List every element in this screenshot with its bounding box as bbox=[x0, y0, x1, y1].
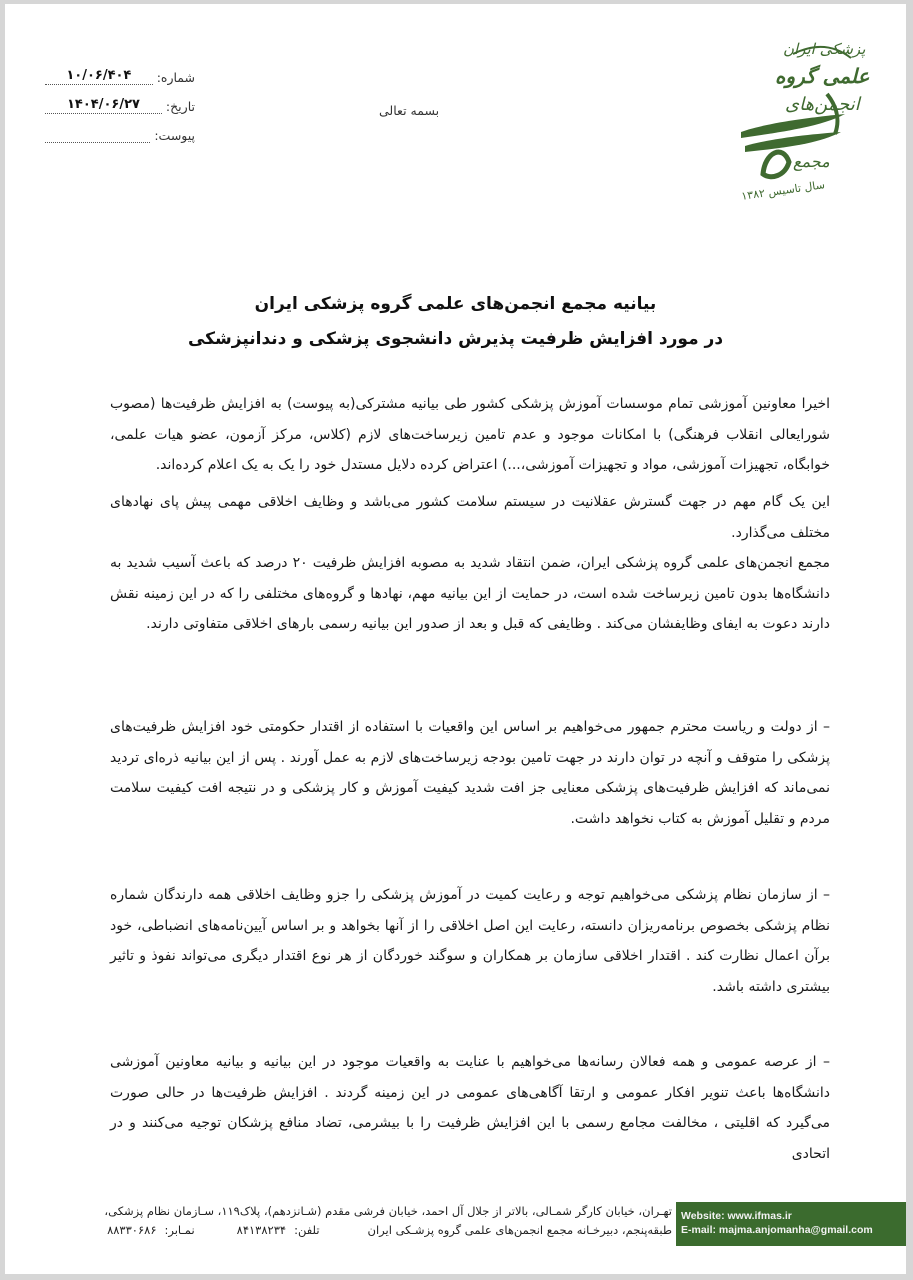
date-row bbox=[45, 85, 195, 114]
footer-address bbox=[60, 1202, 672, 1240]
document-subtitle: در مورد افزایش ظرفیت پذیرش دانشجوی پزشکی و دندانپزشکی bbox=[187, 329, 724, 349]
letter-meta bbox=[45, 56, 195, 143]
logo-calligraphy-icon bbox=[723, 34, 873, 204]
paragraph-2: این یک گام مهم در جهت گسترش عقلانیت در سیستم سلامت کشور می‌باشد و وظایف اخلاقی مهمی پیش پای نهادهای مختلف می‌گذارد. bbox=[110, 494, 830, 541]
website-link[interactable]: Website: www.ifmas.ir bbox=[681, 1210, 792, 1222]
attachment-row bbox=[45, 114, 195, 143]
paragraph-government: – از دولت و ریاست محترم جمهور می‌خواهیم بر اساس این واقعیات با استفاده از اقتدار حکومتی خود افزایش ظرفیت‌های پزشکی را متوقف و آنچه در توان دارند در جهت تامین بودجه زیرساخت‌های لازم به عمل آورند . پس از این بیانیه ذره‌ای تردید نمی‌ماند که افزایش ظرفیت‌های پزشکی معنایی جز افت شدید کیفیت آموزش و کار پزشکی و در نتیجه افت کیفیت سلامت مردم و تقلیل آموزش به کتاب نخواهد داشت. bbox=[110, 719, 830, 827]
date-field bbox=[45, 96, 162, 114]
number-label: شماره: bbox=[156, 70, 195, 85]
date-value: ۱۴۰۴/۰۶/۲۷ bbox=[66, 97, 140, 112]
logo-line-3: انجمن‌های bbox=[785, 94, 860, 115]
logo-founded-year: سال تاسیس ۱۳۸۲ bbox=[740, 178, 826, 203]
letter-page bbox=[5, 4, 906, 1274]
address-line-2-row bbox=[60, 1221, 672, 1240]
number-field bbox=[45, 67, 153, 85]
logo-line-1: پزشکی ایران bbox=[783, 40, 866, 58]
phone-label: تلفن: bbox=[294, 1223, 320, 1237]
number-row bbox=[45, 56, 195, 85]
date-label: تاریخ: bbox=[165, 99, 195, 114]
paragraph-1: اخیرا معاونین آموزشی تمام موسسات آموزش پزشکی کشور طی بیانیه مشترکی(به پیوست) به افزایش ظرفیت‌ها (مصوب شورایعالی انقلاب فرهنگی) با امکانات موجود و عدم تامین زیرساخت‌های لازم (کلاس، مرکز آزمون، عضو هیات علمی، خوابگاه، تجهیزات آموزشی، مواد و تجهیزات آموزشی،...) اعتراض کرده دلایل مستدل خود را یک به یک اعلام کرده‌اند. bbox=[110, 396, 830, 473]
organization-logo bbox=[723, 34, 873, 204]
bismillah-heading: بسمه تعالی bbox=[379, 103, 440, 118]
footer-contact-box bbox=[676, 1202, 906, 1246]
fax-value: ۸۸۳۳۰۶۸۶ bbox=[107, 1223, 157, 1237]
document-title: بیانیه مجمع انجمن‌های علمی گروه پزشکی ایران bbox=[254, 294, 657, 314]
paragraph-3: مجمع انجمن‌های علمی گروه پزشکی ایران، ضمن انتقاد شدید به مصوبه افزایش ظرفیت ۲۰ درصد که باعث آسیب شدید به دانشگاه‌ها بدون تامین زیرساخت شده است، در حمایت از این بیانیه مهم، نهادها و گروه‌های مختلفی را که در این زمینه نقش دارند دعوت به ایفای وظایفشان می‌کند . وظایفی که قبل و بعد از صدور این بیانیه رسمی بارهای اخلاقی متفاوتی دارند. bbox=[110, 555, 830, 632]
attachment-field bbox=[45, 125, 150, 143]
attachment-label: پیوست: bbox=[154, 128, 195, 143]
address-line-1: تهـران، خیابان کارگر شمـالی، بالاتر از جلال آل احمد، خیابان فرشی مقدم (شـانزدهم)، پلاک۱۱۹، سـازمان نظام پزشکی، bbox=[104, 1204, 672, 1218]
paragraph-medical-council: – از سازمان نظام پزشکی می‌خواهیم توجه و رعایت کمیت در آموزش پزشکی را جزو وظایف اخلاقی همه دارندگان شماره نظام پزشکی بخصوص برنامه‌ریزان دانسته، رعایت این اصل اخلاقی را از آنها بخواهد و بر اساس آیین‌نامه‌های انضباطی، خود برآن اعمال نظارت کند . اقتدار اخلاقی سازمان بر همکاران و سوگند خوردگان از هر نوع اقتدار دیگری می‌تواند نفوذ و تاثیر بیشتری داشته باشد. bbox=[110, 887, 830, 995]
phone-value: ۸۴۱۳۸۲۳۴ bbox=[236, 1223, 287, 1237]
address-line-2: طبقه‌پنجم، دبیرخـانه مجمع انجمن‌های علمی گروه پزشـکی ایران bbox=[367, 1223, 672, 1237]
logo-line-4: مجمع bbox=[793, 152, 830, 171]
logo-line-2: علمی گروه bbox=[775, 64, 870, 88]
email-link[interactable]: E-mail: majma.anjomanha@gmail.com bbox=[681, 1224, 873, 1236]
number-value: ۱۰/۰۶/۴۰۴ bbox=[66, 68, 132, 83]
fax-label: نمـابر: bbox=[164, 1223, 195, 1237]
paragraph-public-media: – از عرصه عمومی و همه فعالان رسانه‌ها می‌خواهیم با عنایت به واقعیات موجود در این بیانیه و بیانیه معاونین آموزشی دانشگاه‌ها باعث تنویر افکار عمومی و ارتقا آگاهی‌های عمومی در این زمینه گردند . افزایش ظرفیت‌ها در حالی صورت می‌گیرد که اقلیتی ، مخالفت مجامع رسمی با این افزایش ظرفیت را با بیشرمی، تضاد منافع پزشکان توجیه می‌کنند و در اتحادی bbox=[110, 1054, 830, 1162]
